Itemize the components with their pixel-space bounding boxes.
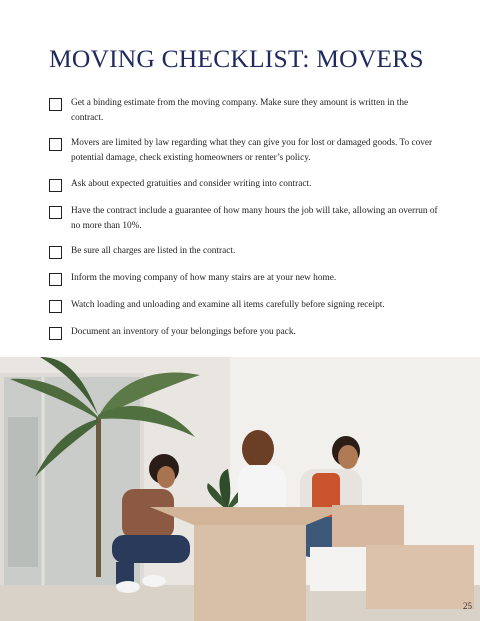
box-white xyxy=(310,547,366,591)
checkbox[interactable] xyxy=(49,138,62,151)
checklist-item xyxy=(49,177,441,192)
checkbox[interactable] xyxy=(49,246,62,259)
checkbox[interactable] xyxy=(49,98,62,111)
checklist-item-text: Get a binding estimate from the moving company. Make sure they amount is written in the contract. xyxy=(71,98,409,123)
checkbox[interactable] xyxy=(49,206,62,219)
door-glass-reflection xyxy=(8,417,38,567)
checkbox[interactable] xyxy=(49,327,62,340)
checklist-item-text: Document an inventory of your belongings before you pack. xyxy=(71,327,296,337)
checklist-item xyxy=(49,271,441,286)
checklist-item xyxy=(49,298,441,313)
moving-photo xyxy=(0,357,480,621)
checkbox[interactable] xyxy=(49,179,62,192)
checklist-item-text: Inform the moving company of how many stairs are at your new home. xyxy=(71,273,337,283)
checkbox[interactable] xyxy=(49,273,62,286)
page-number: 25 xyxy=(463,601,472,611)
checklist-item xyxy=(49,325,441,340)
checklist-item-text: Ask about expected gratuities and consider writing into contract. xyxy=(71,179,312,189)
box-right-bottom xyxy=(366,545,474,609)
checklist-item-text: Watch loading and unloading and examine all items carefully before signing receipt. xyxy=(71,300,385,310)
checklist-item xyxy=(49,204,441,234)
checklist-item-text: Movers are limited by law regarding what they can give you for lost or damaged goods. To cover potential damage, check existing homeowners or renter’s policy. xyxy=(71,138,433,163)
box-right-top xyxy=(332,505,404,547)
checklist-item xyxy=(49,136,441,166)
checkbox[interactable] xyxy=(49,300,62,313)
checklist-item xyxy=(49,96,441,126)
checklist-item-text: Have the contract include a guarantee of how many hours the job will take, allowing an overrun of no more than 10%. xyxy=(71,206,438,231)
checklist-item-text: Be sure all charges are listed in the contract. xyxy=(71,246,236,256)
page-title: MOVING CHECKLIST: MOVERS xyxy=(49,44,424,73)
box-front xyxy=(194,525,306,621)
checklist-item xyxy=(49,244,441,259)
